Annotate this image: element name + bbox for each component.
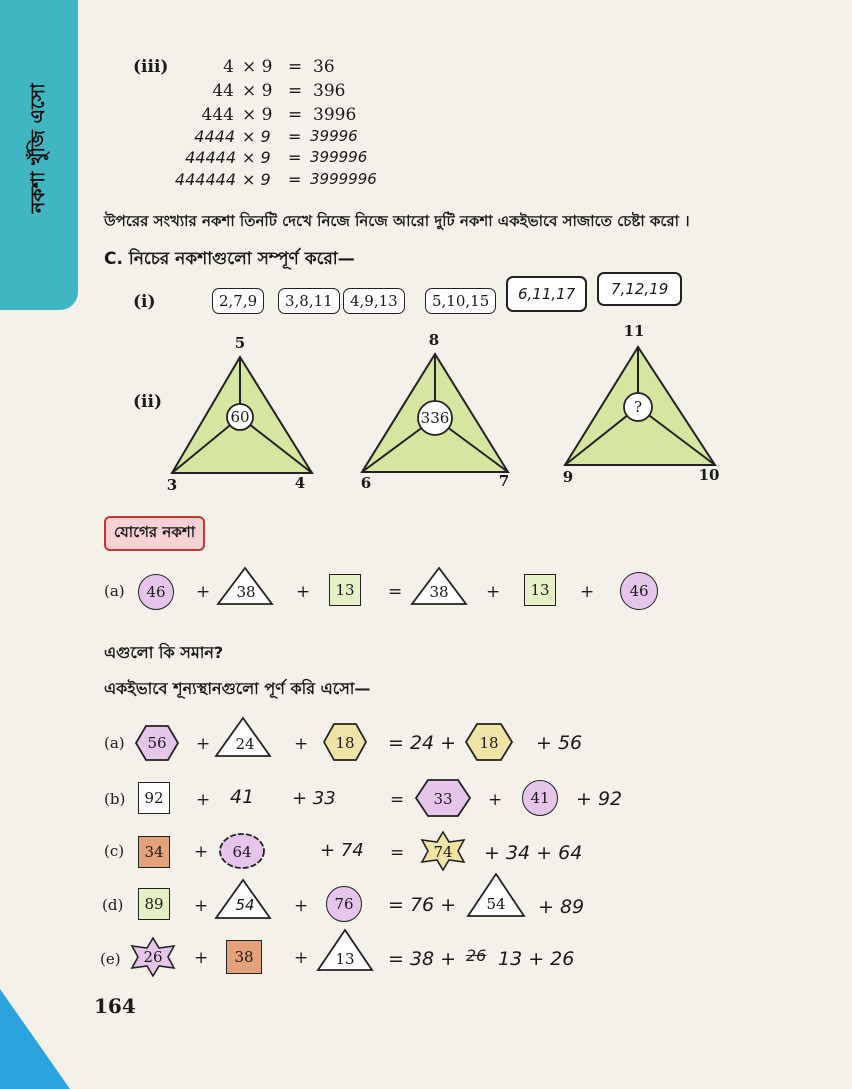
- plus-sign: +: [294, 948, 309, 968]
- triangle-center-value: ?: [633, 398, 643, 416]
- plus-sign: +: [486, 582, 501, 602]
- mult-row-lhs-handwritten: 44444: [185, 148, 236, 167]
- exercise-label: (b): [104, 790, 126, 808]
- chapter-side-tab: [0, 0, 78, 310]
- plus-sign: +: [194, 896, 209, 916]
- circle-value: 41: [522, 780, 558, 816]
- mult-row-eq: =: [288, 148, 302, 167]
- handwritten-answer: + 56: [536, 732, 583, 754]
- triangle-value: 13: [335, 950, 355, 968]
- square-value: 92: [138, 782, 170, 814]
- mult-row-lhs: 4: [223, 57, 234, 77]
- triangle-value-handwritten: 54: [235, 896, 255, 914]
- example-label: (a): [104, 582, 125, 600]
- mult-row-lhs-handwritten: 4444: [194, 127, 235, 146]
- triangle-top-value: 11: [623, 322, 645, 340]
- exercise-label: (a): [104, 734, 125, 752]
- triangle-value: 38: [236, 583, 256, 601]
- hexagon-value: 18: [479, 734, 499, 752]
- mult-row-op: × 9: [242, 148, 271, 167]
- section-c-title: C. নিচের নকশাগুলো সম্পূর্ণ করো—: [104, 249, 355, 269]
- scalloped-value: 64: [232, 843, 252, 861]
- triangle-right-value: 10: [698, 466, 720, 484]
- mult-row-rhs: 396: [313, 81, 346, 101]
- number-box-handwritten: 7,12,19: [597, 272, 682, 306]
- handwritten-answer: + 74: [320, 840, 364, 861]
- handwritten-answer: = 38 +: [388, 948, 457, 970]
- triangle-right-value: 4: [294, 474, 306, 492]
- chapter-title: নকশা খুঁজি এসো: [27, 83, 49, 213]
- plus-sign: +: [488, 790, 503, 810]
- corner-decoration: [0, 989, 70, 1089]
- handwritten-answer: = 76 +: [388, 894, 457, 916]
- mult-row-op: × 9: [242, 105, 273, 125]
- number-box: 4,9,13: [343, 288, 405, 314]
- exercise-label: (e): [100, 950, 121, 968]
- hexagon-value: 18: [335, 734, 355, 752]
- addition-pattern-tag: যোগের নকশা: [104, 516, 205, 551]
- mult-row-rhs-handwritten: 3999996: [310, 170, 377, 188]
- mult-row-eq: =: [288, 81, 303, 101]
- mult-row-lhs-handwritten: 444444: [174, 170, 236, 189]
- mult-row-eq: =: [288, 57, 303, 77]
- plus-sign: +: [294, 896, 309, 916]
- triangle-center-value: 336: [420, 409, 450, 427]
- triangle-value: 54: [486, 895, 506, 913]
- number-box: 3,8,11: [278, 288, 340, 314]
- equals-sign: =: [390, 790, 405, 810]
- square-value: 38: [226, 940, 262, 974]
- circle-value: 46: [138, 574, 174, 610]
- star-value: 26: [143, 948, 163, 966]
- part-ii-label: (ii): [133, 392, 163, 412]
- handwritten-answer: = 24 +: [388, 732, 457, 754]
- mult-row-rhs: 3996: [313, 105, 357, 125]
- instruction-text: একইভাবে শূন্যস্থানগুলো পূর্ণ করি এসো—: [104, 679, 371, 698]
- exercise-label: (c): [104, 842, 125, 860]
- equals-sign: =: [388, 582, 403, 602]
- plus-sign: +: [296, 582, 311, 602]
- mult-row-rhs: 36: [313, 57, 335, 77]
- handwritten-answer: 13 + 26: [498, 948, 575, 970]
- equals-sign: =: [390, 843, 405, 863]
- triangle-value: 24: [235, 735, 255, 753]
- question-text: এগুলো কি সমান?: [104, 643, 224, 662]
- square-value: 89: [138, 888, 170, 920]
- circle-value: 46: [620, 572, 658, 610]
- plus-sign: +: [294, 734, 309, 754]
- number-box: 2,7,9: [212, 288, 264, 314]
- square-value: 34: [138, 836, 170, 868]
- page-number: 164: [94, 994, 136, 1018]
- handwritten-answer: 41: [230, 786, 255, 808]
- triangle-top-value: 5: [234, 334, 246, 352]
- handwritten-answer: + 34 + 64: [484, 842, 583, 864]
- mult-row-eq: =: [288, 170, 302, 189]
- triangle-left-value: 6: [360, 474, 372, 492]
- star-value: 74: [433, 843, 453, 861]
- mult-row-lhs: 444: [201, 105, 234, 125]
- mult-row-op: × 9: [242, 57, 273, 77]
- hexagon-value: 33: [433, 790, 453, 808]
- instruction-text: উপরের সংখ্যার নকশা তিনটি দেখে নিজে নিজে আরো দুটি নকশা একইভাবে সাজাতে চেষ্টা করো ।: [104, 212, 690, 230]
- plus-sign: +: [194, 948, 209, 968]
- plus-sign: +: [196, 734, 211, 754]
- part-i-label: (i): [133, 292, 156, 312]
- handwritten-answer: + 92: [576, 788, 623, 810]
- handwritten-answer: + 33: [292, 788, 336, 809]
- mult-row-op: × 9: [242, 170, 271, 189]
- square-value: 13: [329, 574, 361, 606]
- mult-row-op: × 9: [242, 127, 271, 146]
- plus-sign: +: [194, 842, 209, 862]
- triangle-value: 38: [429, 583, 449, 601]
- number-box: 5,10,15: [425, 288, 496, 314]
- hexagon-value: 56: [147, 734, 167, 752]
- number-box-handwritten: 6,11,17: [506, 276, 587, 312]
- exercise-label: (d): [102, 896, 124, 914]
- plus-sign: +: [580, 582, 595, 602]
- section-iii-label: (iii): [133, 57, 169, 77]
- mult-row-op: × 9: [242, 81, 273, 101]
- triangle-right-value: 7: [498, 472, 510, 490]
- plus-sign: +: [196, 582, 211, 602]
- mult-row-lhs: 44: [212, 81, 234, 101]
- mult-row-eq: =: [288, 105, 303, 125]
- square-value: 13: [524, 574, 556, 606]
- crossed-out-value: 26: [466, 946, 487, 965]
- triangle-left-value: 3: [166, 476, 178, 494]
- mult-row-rhs-handwritten: 399996: [310, 148, 368, 166]
- mult-row-eq: =: [288, 127, 302, 146]
- mult-row-rhs-handwritten: 39996: [310, 127, 358, 145]
- plus-sign: +: [196, 790, 211, 810]
- circle-value: 76: [326, 886, 362, 922]
- triangle-top-value: 8: [428, 331, 440, 349]
- triangle-center-value: 60: [230, 408, 250, 426]
- triangle-left-value: 9: [562, 468, 574, 486]
- handwritten-answer: + 89: [538, 896, 585, 918]
